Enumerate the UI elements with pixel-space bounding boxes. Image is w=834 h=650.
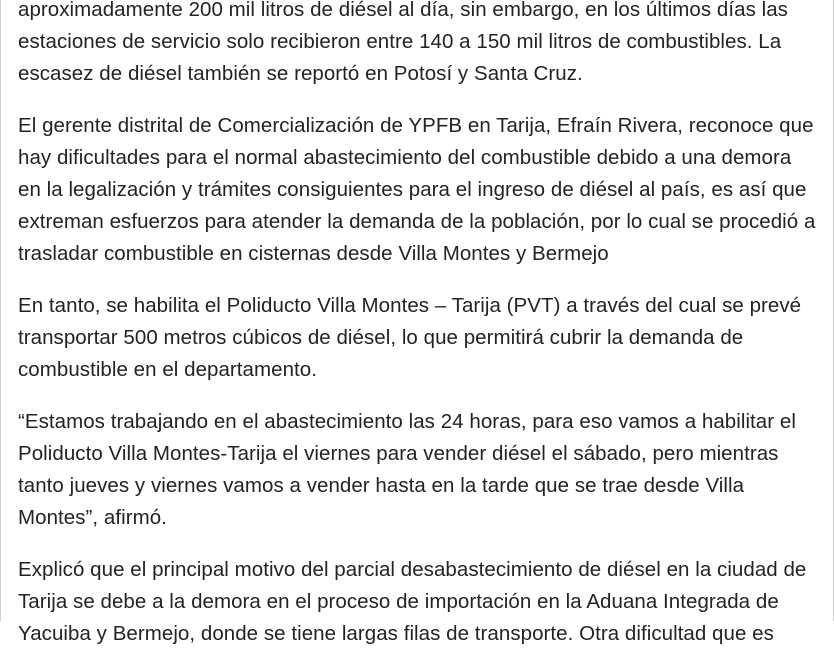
article-paragraph: En tanto, se habilita el Poliducto Villa Montes – Tarija (PVT) a través del cual se prevé transportar 500 metros cúbicos de diésel, lo que permitirá cubrir la demanda de combustible en el departamento. xyxy=(18,294,802,381)
article-paragraph: El gerente distrital de Comercialización de YPFB en Tarija, Efraín Rivera, reconoce que hay dificultades para el normal abastecimiento del combustible debido a una demora en la legalización y trámites consiguientes para el ingreso de diésel al país, es así que extreman esfuerzos para atender la demanda de la población, por lo cual se procedió a trasladar combustible en cisternas desde Villa Montes y Bermejo xyxy=(18,114,816,265)
article-paragraph: aproximadamente 200 mil litros de diésel al día, sin embargo, en los últimos días las estaciones de servicio solo recibieron entre 140 a 150 mil litros de combustibles. La escasez de diésel también se reportó en Potosí y Santa Cruz. xyxy=(18,0,788,85)
left-border-rule xyxy=(0,0,1,621)
article-paragraph: Explicó que el principal motivo del parcial desabastecimiento de diésel en la ciudad de Tarija se debe a la demora en el proceso de importación en la Aduana Integrada de Yacuiba y Bermejo, donde se tiene largas filas de transporte. Otra dificultad que es xyxy=(18,558,807,645)
article-paragraph: “Estamos trabajando en el abastecimiento las 24 horas, para eso vamos a habilitar el Poliducto Villa Montes-Tarija el viernes para vender diésel el sábado, pero mientras tanto jueves y viernes vamos a vender hasta en la tarde que se trae desde Villa Montes”, afirmó. xyxy=(18,410,796,529)
